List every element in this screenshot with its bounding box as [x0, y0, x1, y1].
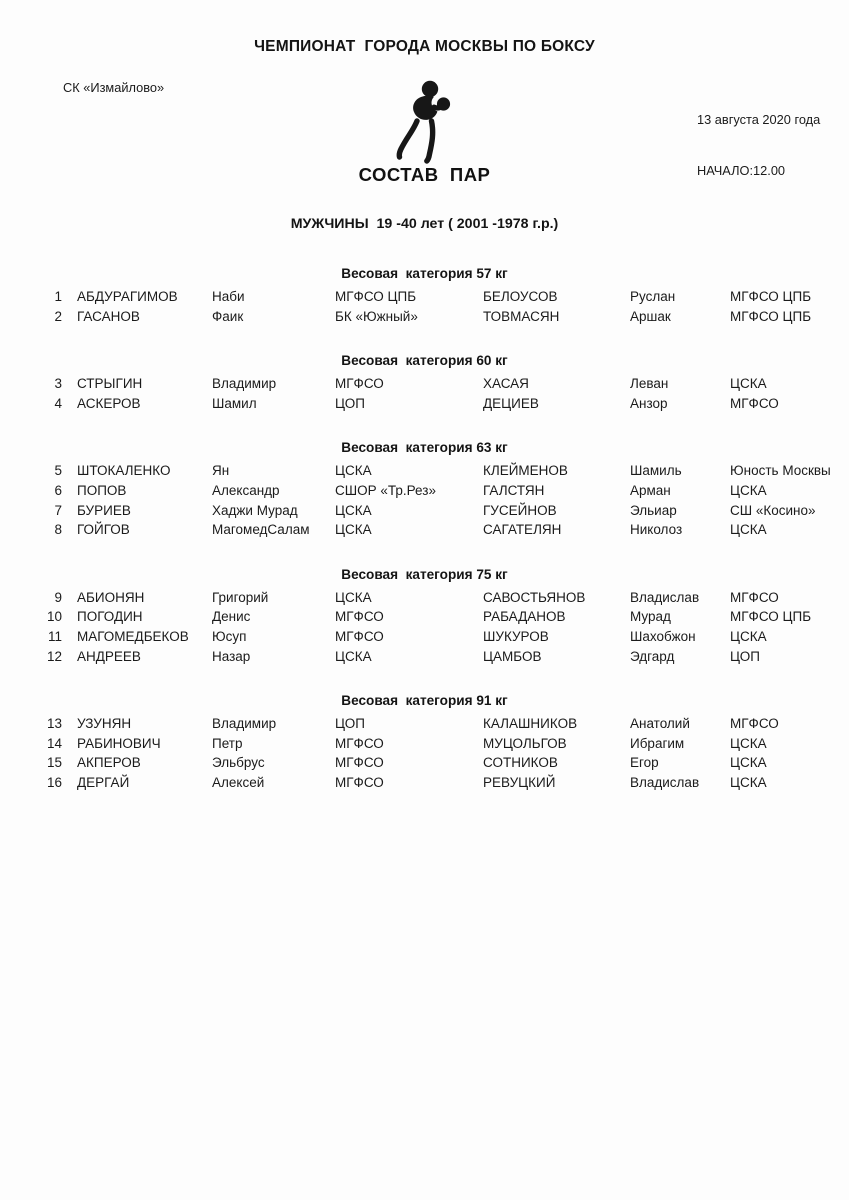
red-corner-lastname: АКПЕРОВ [77, 755, 141, 771]
blue-corner-lastname: САГАТЕЛЯН [483, 522, 562, 538]
blue-corner-lastname: РАБАДАНОВ [483, 609, 566, 625]
blue-corner-club: ЦСКА [730, 376, 767, 392]
blue-corner-lastname: САВОСТЬЯНОВ [483, 589, 586, 605]
red-corner-firstname: Фаик [212, 308, 244, 324]
pair-row [0, 461, 849, 481]
blue-corner-lastname: КЛЕЙМЕНОВ [483, 463, 568, 479]
age-group-subtitle: МУЖЧИНЫ 19 -40 лет ( 2001 -1978 г.р.) [290, 216, 559, 232]
red-corner-lastname: АБДУРАГИМОВ [77, 289, 178, 304]
red-corner-firstname: Хаджи Мурад [212, 502, 298, 518]
blue-corner-lastname: СОТНИКОВ [483, 755, 558, 771]
blue-corner-firstname: Мурад [630, 609, 671, 625]
red-corner-club: МГФСО [335, 735, 384, 751]
pair-number: 11 [47, 628, 62, 644]
weight-category-rows [0, 374, 849, 413]
blue-corner-club: ЦОП [730, 648, 760, 664]
blue-corner-club: ЦСКА [730, 522, 767, 538]
blue-corner-club: МГФСО [730, 589, 779, 605]
venue-label: СК «Измайлово» [63, 80, 165, 95]
pair-number: 16 [46, 774, 62, 790]
blue-corner-lastname: ЦАМБОВ [483, 648, 542, 664]
red-corner-firstname: Наби [212, 289, 245, 304]
red-corner-firstname: Петр [212, 735, 243, 751]
pair-row [0, 647, 849, 667]
blue-corner-firstname: Эльиар [630, 502, 677, 518]
red-corner-lastname: МАГОМЕДБЕКОВ [77, 628, 189, 644]
red-corner-firstname: Ян [212, 463, 230, 479]
blue-corner-firstname: Ибрагим [630, 735, 685, 751]
blue-corner-firstname: Леван [630, 376, 669, 392]
pair-number: 5 [54, 463, 62, 479]
red-corner-lastname: УЗУНЯН [77, 716, 132, 732]
red-corner-firstname: Александр [212, 482, 280, 498]
blue-corner-club: ЦСКА [730, 482, 767, 498]
blue-corner-lastname: ТОВМАСЯН [483, 308, 560, 324]
red-corner-lastname: АБИОНЯН [77, 589, 145, 605]
blue-corner-firstname: Шахобжон [630, 628, 696, 644]
pair-number: 14 [46, 735, 62, 751]
red-corner-club: МГФСО [335, 774, 384, 790]
pair-row [0, 307, 849, 327]
red-corner-lastname: СТРЫГИН [77, 376, 143, 392]
red-corner-firstname: Владимир [212, 716, 277, 732]
blue-corner-club: СШ «Косино» [730, 502, 816, 518]
blue-corner-lastname: РЕВУЦКИЙ [483, 774, 556, 790]
blue-corner-firstname: Руслан [630, 289, 676, 304]
pair-row [0, 753, 849, 773]
blue-corner-club: МГФСО ЦПБ [730, 289, 812, 304]
pair-number: 13 [46, 716, 62, 732]
red-corner-firstname: Алексей [212, 774, 265, 790]
red-corner-club: ЦСКА [335, 589, 372, 605]
event-date: 13 августа 2020 года [697, 112, 821, 127]
blue-corner-firstname: Анзор [630, 395, 668, 411]
blue-corner-club: ЦСКА [730, 755, 767, 771]
pair-row [0, 714, 849, 734]
pair-row [0, 607, 849, 627]
weight-category-title: Весовая категория 57 кг [341, 266, 508, 281]
pair-number: 8 [54, 522, 62, 538]
pair-number: 10 [46, 609, 62, 625]
red-corner-lastname: АНДРЕЕВ [77, 648, 141, 664]
red-corner-club: ЦСКА [335, 522, 372, 538]
start-time: НАЧАЛО:12.00 [697, 163, 786, 178]
pair-number: 4 [54, 395, 62, 411]
weight-category-title: Весовая категория 60 кг [341, 353, 508, 369]
weight-category-section [0, 440, 849, 539]
pair-number: 9 [54, 589, 62, 605]
red-corner-club: ЦОП [335, 395, 365, 411]
red-corner-club: ЦОП [335, 716, 365, 732]
red-corner-club: БК «Южный» [335, 308, 418, 324]
blue-corner-firstname: Эдгард [630, 648, 675, 664]
pair-number: 2 [54, 308, 62, 324]
red-corner-lastname: БУРИЕВ [77, 502, 131, 518]
blue-corner-club: ЦСКА [730, 628, 767, 644]
weight-category-rows [0, 287, 849, 326]
pair-number: 12 [46, 648, 62, 664]
pair-number: 1 [54, 289, 62, 304]
red-corner-firstname: Эльбрус [212, 755, 265, 771]
red-corner-firstname: Григорий [212, 589, 269, 605]
red-corner-lastname: ГОЙГОВ [77, 522, 130, 538]
red-corner-club: МГФСО [335, 755, 384, 771]
weight-category-title: Весовая категория 63 кг [341, 440, 508, 456]
blue-corner-lastname: ХАСАЯ [483, 376, 529, 392]
pair-row [0, 287, 849, 307]
red-corner-lastname: ПОПОВ [77, 482, 127, 498]
pair-number: 6 [54, 482, 62, 498]
red-corner-firstname: Шамил [212, 395, 257, 411]
pair-row [0, 734, 849, 754]
weight-category-section [0, 266, 849, 326]
red-corner-firstname: Юсуп [212, 628, 247, 644]
red-corner-club: МГФСО [335, 376, 384, 392]
weight-category-section [0, 693, 849, 792]
red-corner-club: ЦСКА [335, 463, 372, 479]
blue-corner-firstname: Арман [630, 482, 671, 498]
pairs-list [0, 258, 849, 793]
weight-category-rows [0, 714, 849, 792]
pair-row [0, 520, 849, 540]
blue-corner-lastname: МУЦОЛЬГОВ [483, 735, 567, 751]
red-corner-lastname: ДЕРГАЙ [77, 774, 130, 790]
blue-corner-lastname: ДЕЦИЕВ [483, 395, 539, 411]
red-corner-lastname: АСКЕРОВ [77, 395, 141, 411]
document-title: СОСТАВ ПАР [358, 164, 491, 185]
blue-corner-club: МГФСО ЦПБ [730, 308, 812, 324]
red-corner-club: МГФСО ЦПБ [335, 289, 417, 304]
blue-corner-club: ЦСКА [730, 774, 767, 790]
pair-row [0, 588, 849, 608]
pair-number: 15 [46, 755, 62, 771]
blue-corner-club: МГФСО [730, 716, 779, 732]
blue-corner-firstname: Егор [630, 755, 659, 771]
pair-row [0, 627, 849, 647]
blue-corner-firstname: Николоз [630, 522, 683, 538]
red-corner-club: МГФСО [335, 628, 384, 644]
red-corner-lastname: РАБИНОВИЧ [77, 735, 161, 751]
pair-number: 7 [54, 502, 62, 518]
blue-corner-lastname: ШУКУРОВ [483, 628, 549, 644]
weight-category-title: Весовая категория 75 кг [341, 566, 508, 582]
weight-category-section [0, 567, 849, 666]
blue-corner-club: МГФСО [730, 395, 779, 411]
red-corner-club: СШОР «Тр.Рез» [335, 482, 436, 498]
blue-corner-club: Юность Москвы [730, 463, 831, 479]
championship-title: ЧЕМПИОНАТ ГОРОДА МОСКВЫ ПО БОКСУ [254, 38, 595, 55]
pair-row [0, 481, 849, 501]
blue-corner-lastname: ГАЛСТЯН [483, 482, 545, 498]
red-corner-lastname: ПОГОДИН [77, 609, 143, 625]
red-corner-firstname: Владимир [212, 376, 277, 392]
red-corner-lastname: ГАСАНОВ [77, 308, 140, 324]
weight-category-section [0, 353, 849, 413]
pair-row [0, 773, 849, 793]
blue-corner-lastname: ГУСЕЙНОВ [483, 502, 557, 518]
boxer-pictogram-icon [390, 80, 464, 164]
blue-corner-firstname: Владислав [630, 589, 700, 605]
red-corner-lastname: ШТОКАЛЕНКО [77, 463, 171, 479]
blue-corner-club: МГФСО ЦПБ [730, 609, 812, 625]
blue-corner-firstname: Аршак [630, 308, 671, 324]
blue-corner-firstname: Анатолий [630, 716, 690, 732]
red-corner-club: ЦСКА [335, 502, 372, 518]
blue-corner-lastname: КАЛАШНИКОВ [483, 716, 578, 732]
blue-corner-firstname: Владислав [630, 774, 700, 790]
pair-row [0, 501, 849, 521]
blue-corner-firstname: Шамиль [630, 463, 682, 479]
pair-row [0, 374, 849, 394]
date-block [697, 77, 820, 213]
weight-category-title: Весовая категория 91 кг [341, 693, 508, 709]
blue-corner-lastname: БЕЛОУСОВ [483, 289, 558, 304]
weight-category-rows [0, 461, 849, 539]
red-corner-firstname: Назар [212, 648, 251, 664]
pair-row [0, 394, 849, 414]
red-corner-club: МГФСО [335, 609, 384, 625]
red-corner-firstname: Денис [212, 609, 251, 625]
blue-corner-club: ЦСКА [730, 735, 767, 751]
pair-number: 3 [54, 376, 62, 392]
weight-category-rows [0, 588, 849, 666]
red-corner-club: ЦСКА [335, 648, 372, 664]
red-corner-firstname: МагомедСалам [212, 522, 310, 538]
